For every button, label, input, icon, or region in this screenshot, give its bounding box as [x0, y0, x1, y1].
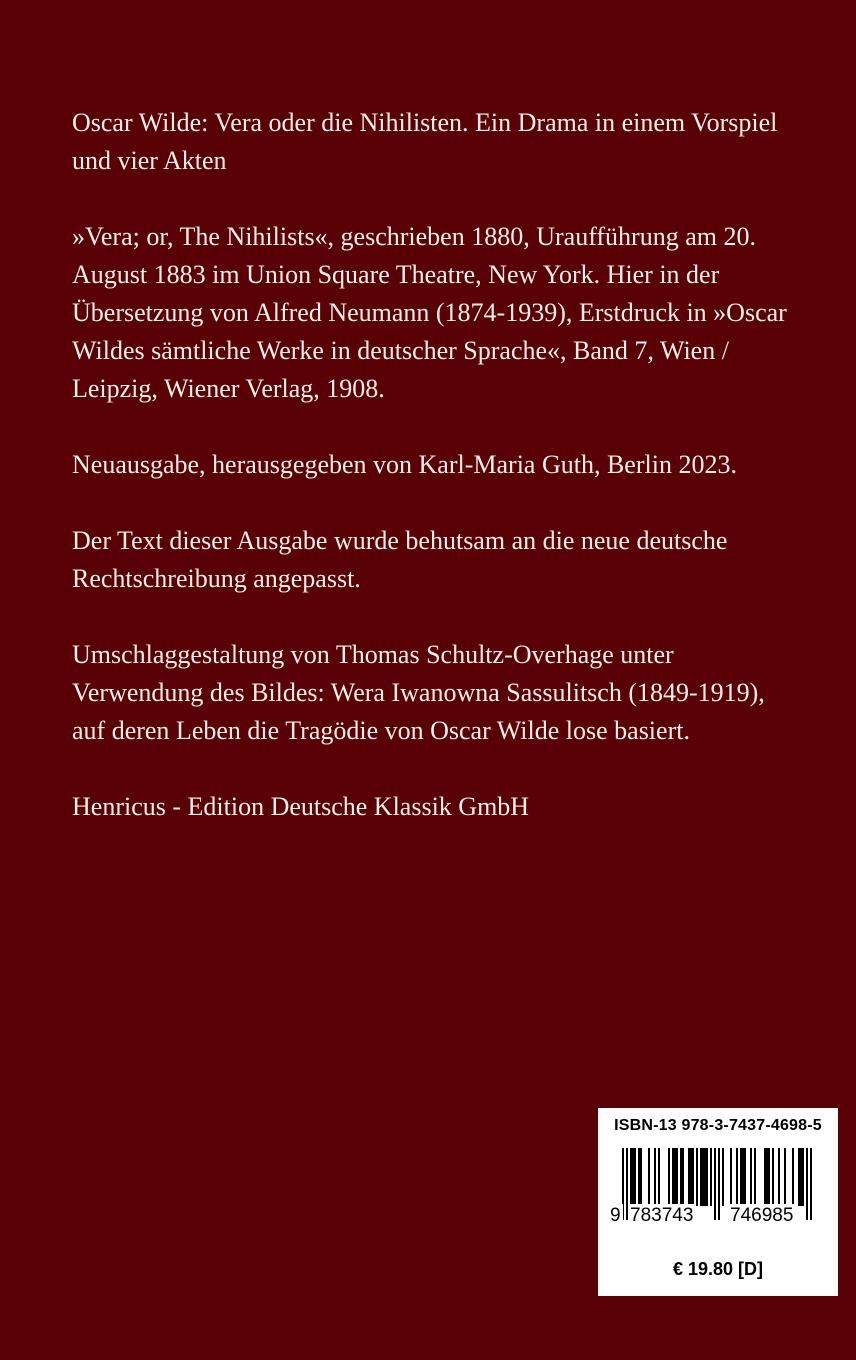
barcode-bar [690, 1148, 692, 1206]
barcode-bar [668, 1148, 670, 1206]
barcode-bar [648, 1148, 650, 1206]
barcode-bar [680, 1148, 682, 1206]
title-paragraph: Oscar Wilde: Vera oder die Nihilisten. Ein Drama in einem Vorspiel und vier Akten [72, 108, 778, 175]
barcode-bar [702, 1148, 704, 1206]
barcode-bar [674, 1148, 676, 1206]
barcode-bar [704, 1148, 706, 1206]
orthography-note-paragraph: Der Text dieser Ausgabe wurde behutsam an die neue deutsche Rechtschreibung angepasst. [72, 526, 728, 593]
barcode-bar [798, 1148, 800, 1206]
isbn-label: ISBN-13 978-3-7437-4698-5 [614, 1117, 822, 1134]
back-cover-text [72, 104, 802, 864]
barcode-bar [682, 1148, 684, 1206]
barcode-bar [802, 1148, 804, 1206]
barcode-bar [630, 1148, 632, 1206]
barcode-bar [692, 1148, 694, 1206]
barcode-bar [672, 1148, 674, 1206]
barcode-bar [700, 1148, 702, 1206]
barcode-bar [744, 1148, 746, 1206]
publication-history-paragraph: »Vera; or, The Nihilists«, geschrieben 1880, Uraufführung am 20. August 1883 im Union Square Theatre, New York. Hier in der Übersetzung von Alfred Neumann (1874-1939), Erstdruck in »Oscar Wildes sämtliche Werke in deutscher Sprache«, Band 7, Wien / Leipzig, Wiener Verlag, 1908. [72, 222, 787, 403]
barcode-bar [730, 1148, 732, 1206]
barcode-bar [638, 1148, 640, 1206]
barcode-bar [676, 1148, 678, 1206]
barcode-bar [640, 1148, 642, 1206]
barcode-bar [768, 1148, 770, 1206]
price-label: € 19.80 [D] [672, 1259, 764, 1279]
barcode-bar [654, 1148, 656, 1206]
barcode-bar [784, 1148, 786, 1206]
barcode-bar [742, 1148, 744, 1206]
barcode-digit-first: 9 [610, 1205, 621, 1226]
barcode-digits [610, 1204, 826, 1228]
cover-design-paragraph: Umschlaggestaltung von Thomas Schultz-Overhage unter Verwendung des Bildes: Wera Iwanowna Sassulitsch (1849-1919), auf deren Leben die Tragödie von Oscar Wilde lose basiert. [72, 640, 765, 745]
barcode-bar [736, 1148, 738, 1206]
barcode-bar [634, 1148, 636, 1206]
barcode-bar [792, 1148, 794, 1206]
publisher-paragraph: Henricus - Edition Deutsche Klassik GmbH [72, 792, 530, 821]
barcode-digits-right: 746985 [730, 1205, 794, 1226]
barcode-bar [710, 1148, 712, 1206]
barcode-bar [754, 1148, 756, 1206]
barcode-bar [778, 1148, 780, 1206]
barcode-bar [740, 1148, 742, 1206]
barcode-bar [766, 1148, 768, 1206]
barcode-digits-left: 783743 [630, 1205, 694, 1226]
barcode-bar [632, 1148, 634, 1206]
barcode-bar [772, 1148, 774, 1206]
barcode-bar [764, 1148, 766, 1206]
barcode-bar [658, 1148, 660, 1206]
barcode-box [598, 1108, 838, 1296]
barcode-bar [750, 1148, 752, 1206]
barcode-bar [696, 1148, 698, 1206]
barcode-bar [722, 1148, 724, 1206]
barcode-bar [706, 1148, 708, 1206]
barcode-bar [688, 1148, 690, 1206]
barcode-bar [800, 1148, 802, 1206]
edition-paragraph: Neuausgabe, herausgegeben von Karl-Maria Guth, Berlin 2023. [72, 450, 737, 479]
